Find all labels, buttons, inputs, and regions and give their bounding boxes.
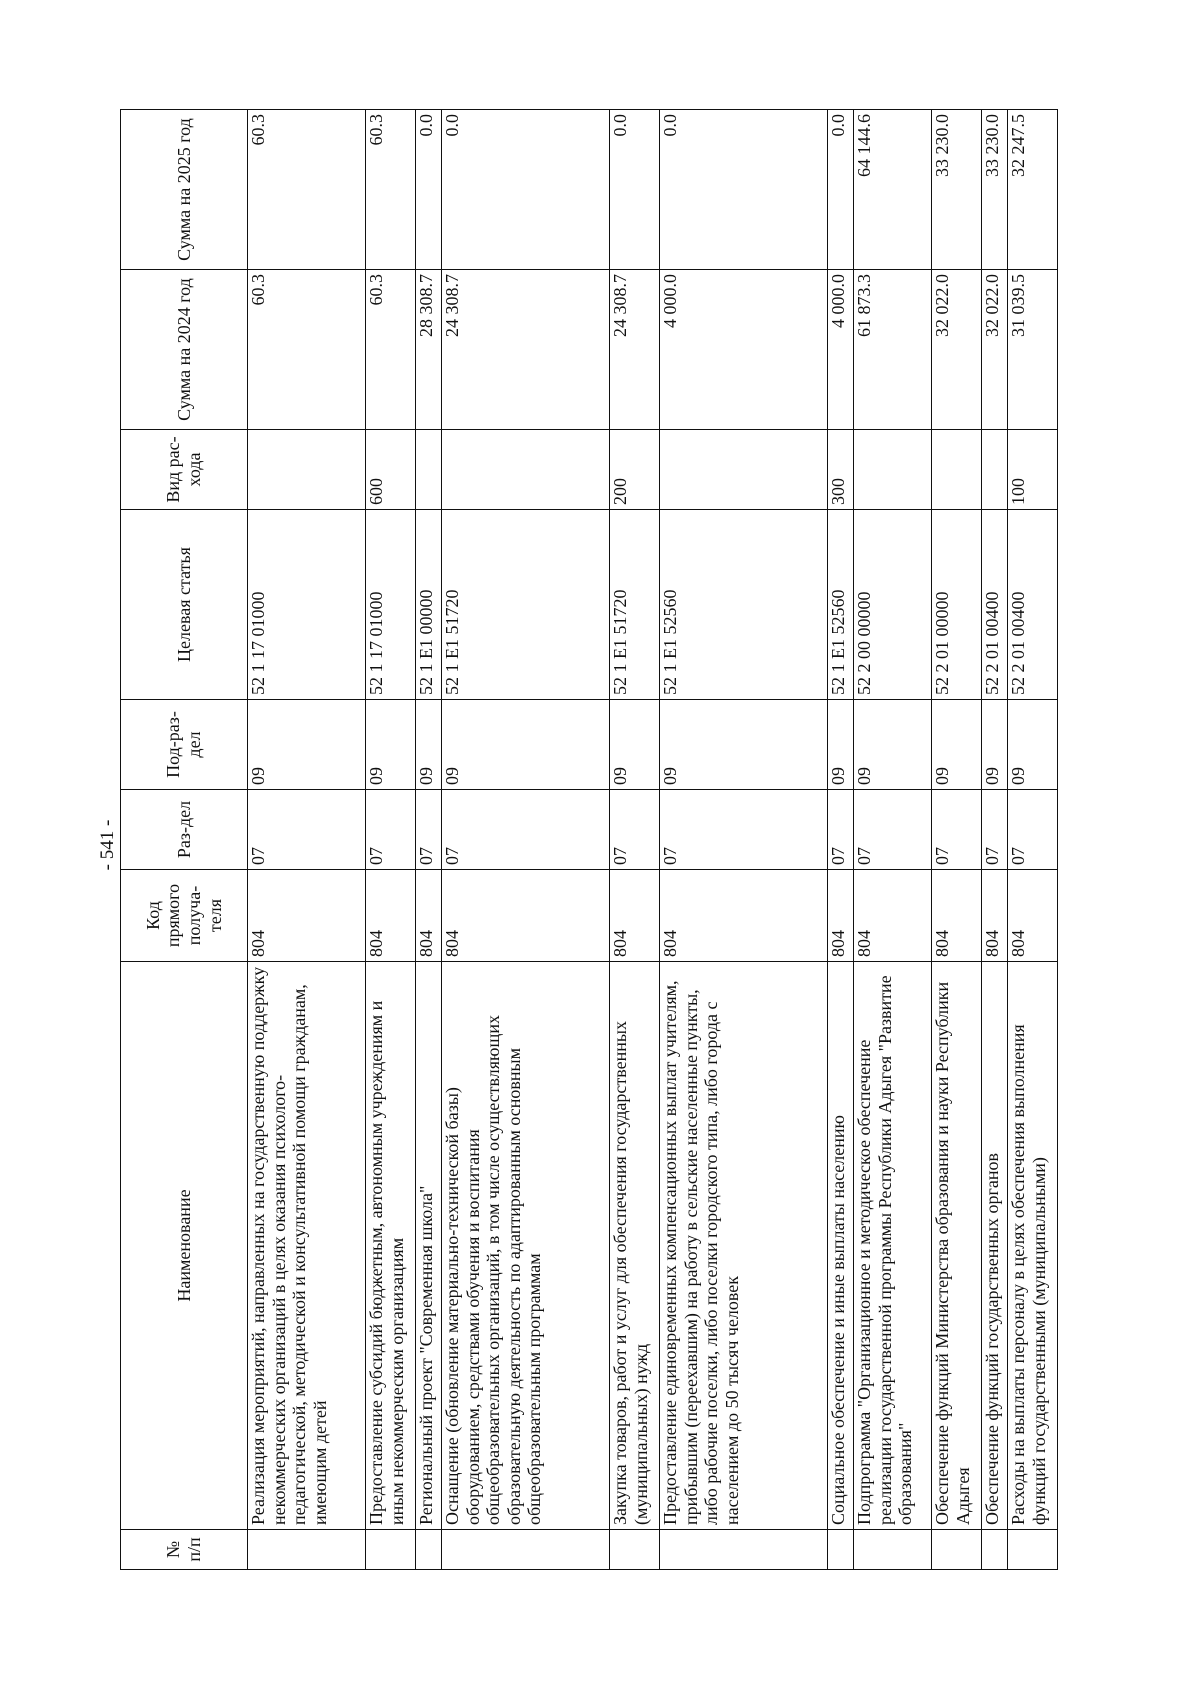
cell-expense-type [854,430,932,510]
header-target-article: Целевая статья [121,510,248,700]
cell-target-article: 52 1 E1 51720 [610,510,660,700]
cell-target-article: 52 1 E1 52560 [828,510,854,700]
cell-expense-type [416,430,442,510]
cell-sum-2024: 32 022.0 [932,270,982,430]
cell-name: Социальное обеспечение и иные выплаты населению [828,962,854,1530]
cell-expense-type [442,430,610,510]
cell-num [442,1530,610,1570]
cell-subsection: 09 [610,700,660,790]
table-row [854,110,932,1570]
cell-recipient-code: 804 [660,870,828,962]
cell-subsection: 09 [932,700,982,790]
cell-sum-2025: 0.0 [442,110,610,270]
table-row [982,110,1008,1570]
header-expense-type: Вид рас-хода [121,430,248,510]
table-row [416,110,442,1570]
cell-subsection: 09 [442,700,610,790]
cell-name: Региональный проект "Современная школа" [416,962,442,1530]
cell-target-article: 52 1 E1 51720 [442,510,610,700]
cell-name: Предоставление единовременных компенсационных выплат учителям, прибывшим (переехавшим) на работу в сельские населенные пункты, либо рабочие поселки, либо поселки городского типа, либо города с населением до 50 тысяч человек [660,962,828,1530]
cell-sum-2025: 60.3 [248,110,366,270]
cell-recipient-code: 804 [1008,870,1058,962]
cell-target-article: 52 1 E1 00000 [416,510,442,700]
cell-recipient-code: 804 [828,870,854,962]
header-num: № п/п [121,1530,248,1570]
table-row [932,110,982,1570]
cell-section: 07 [416,790,442,870]
header-row [121,110,248,1570]
cell-sum-2024: 31 039.5 [1008,270,1058,430]
header-subsection: Под-раз-дел [121,700,248,790]
cell-name: Закупка товаров, работ и услуг для обеспечения государственных (муниципальных) нужд [610,962,660,1530]
header-recipient-code: Код прямого получа-теля [121,870,248,962]
cell-num [416,1530,442,1570]
cell-name: Обеспечение функций государственных органов [982,962,1008,1530]
cell-sum-2025: 33 230.0 [932,110,982,270]
cell-sum-2024: 4 000.0 [660,270,828,430]
cell-num [828,1530,854,1570]
cell-sum-2024: 24 308.7 [610,270,660,430]
cell-section: 07 [660,790,828,870]
table-row [828,110,854,1570]
cell-num [366,1530,416,1570]
cell-target-article: 52 2 01 00400 [1008,510,1058,700]
cell-recipient-code: 804 [610,870,660,962]
cell-recipient-code: 804 [932,870,982,962]
table-row [610,110,660,1570]
cell-subsection: 09 [660,700,828,790]
cell-num [660,1530,828,1570]
cell-name: Оснащение (обновление материально-технической базы) оборудованием, средствами обучения и воспитания общеобразовательных организаций, в том числе осуществляющих образовательную деятельность по адаптированным основным общеобразовательным программам [442,962,610,1530]
cell-name: Реализация мероприятий, направленных на государственную поддержку некоммерческих организаций в целях оказания психолого-педагогической, методической и консультативной помощи гражданам, имеющим детей [248,962,366,1530]
cell-name: Подпрограмма "Организационное и методическое обеспечение реализации государственной программы Республики Адыгея "Развитие образования" [854,962,932,1530]
budget-table [120,109,1058,1570]
cell-expense-type [660,430,828,510]
table-row [660,110,828,1570]
cell-name: Обеспечение функций Министерства образования и науки Республики Адыгея [932,962,982,1530]
cell-recipient-code: 804 [248,870,366,962]
cell-sum-2024: 61 873.3 [854,270,932,430]
cell-num [854,1530,932,1570]
cell-recipient-code: 804 [982,870,1008,962]
cell-recipient-code: 804 [416,870,442,962]
cell-num [932,1530,982,1570]
cell-num [248,1530,366,1570]
cell-sum-2024: 32 022.0 [982,270,1008,430]
table-row [366,110,416,1570]
header-sum-2025: Сумма на 2025 год [121,110,248,270]
cell-subsection: 09 [854,700,932,790]
cell-name: Расходы на выплаты персоналу в целях обеспечения выполнения функций государственными (муниципальными) [1008,962,1058,1530]
cell-sum-2024: 28 308.7 [416,270,442,430]
cell-section: 07 [932,790,982,870]
cell-num [610,1530,660,1570]
table-row [1008,110,1058,1570]
cell-subsection: 09 [828,700,854,790]
cell-section: 07 [610,790,660,870]
page-number: - 541 - [97,819,118,871]
cell-subsection: 09 [982,700,1008,790]
header-section: Раз-дел [121,790,248,870]
cell-target-article: 52 1 E1 52560 [660,510,828,700]
cell-expense-type [982,430,1008,510]
cell-target-article: 52 2 01 00400 [982,510,1008,700]
cell-target-article: 52 2 00 00000 [854,510,932,700]
table-row [442,110,610,1570]
header-name: Наименование [121,962,248,1530]
cell-sum-2025: 0.0 [660,110,828,270]
cell-expense-type: 200 [610,430,660,510]
table-header [121,110,248,1570]
cell-num [982,1530,1008,1570]
cell-sum-2024: 60.3 [248,270,366,430]
cell-section: 07 [248,790,366,870]
cell-subsection: 09 [416,700,442,790]
cell-recipient-code: 804 [854,870,932,962]
cell-expense-type: 600 [366,430,416,510]
header-sum-2024: Сумма на 2024 год [121,270,248,430]
cell-expense-type [248,430,366,510]
cell-section: 07 [366,790,416,870]
cell-section: 07 [1008,790,1058,870]
rotated-table-container [120,110,1060,1570]
cell-recipient-code: 804 [366,870,416,962]
cell-sum-2025: 0.0 [828,110,854,270]
cell-sum-2025: 33 230.0 [982,110,1008,270]
cell-sum-2024: 24 308.7 [442,270,610,430]
cell-sum-2025: 64 144.6 [854,110,932,270]
cell-section: 07 [982,790,1008,870]
cell-section: 07 [442,790,610,870]
cell-name: Предоставление субсидий бюджетным, автономным учреждениям и иным некоммерческим организациям [366,962,416,1530]
table-row [248,110,366,1570]
cell-subsection: 09 [1008,700,1058,790]
cell-recipient-code: 804 [442,870,610,962]
cell-section: 07 [854,790,932,870]
cell-sum-2024: 60.3 [366,270,416,430]
cell-sum-2024: 4 000.0 [828,270,854,430]
cell-target-article: 52 1 17 01000 [366,510,416,700]
cell-expense-type: 300 [828,430,854,510]
cell-sum-2025: 0.0 [610,110,660,270]
cell-expense-type: 100 [1008,430,1058,510]
cell-num [1008,1530,1058,1570]
table-body [248,110,1058,1570]
cell-sum-2025: 32 247.5 [1008,110,1058,270]
cell-target-article: 52 2 01 00000 [932,510,982,700]
cell-section: 07 [828,790,854,870]
cell-expense-type [932,430,982,510]
cell-target-article: 52 1 17 01000 [248,510,366,700]
cell-subsection: 09 [366,700,416,790]
cell-sum-2025: 0.0 [416,110,442,270]
cell-sum-2025: 60.3 [366,110,416,270]
cell-subsection: 09 [248,700,366,790]
